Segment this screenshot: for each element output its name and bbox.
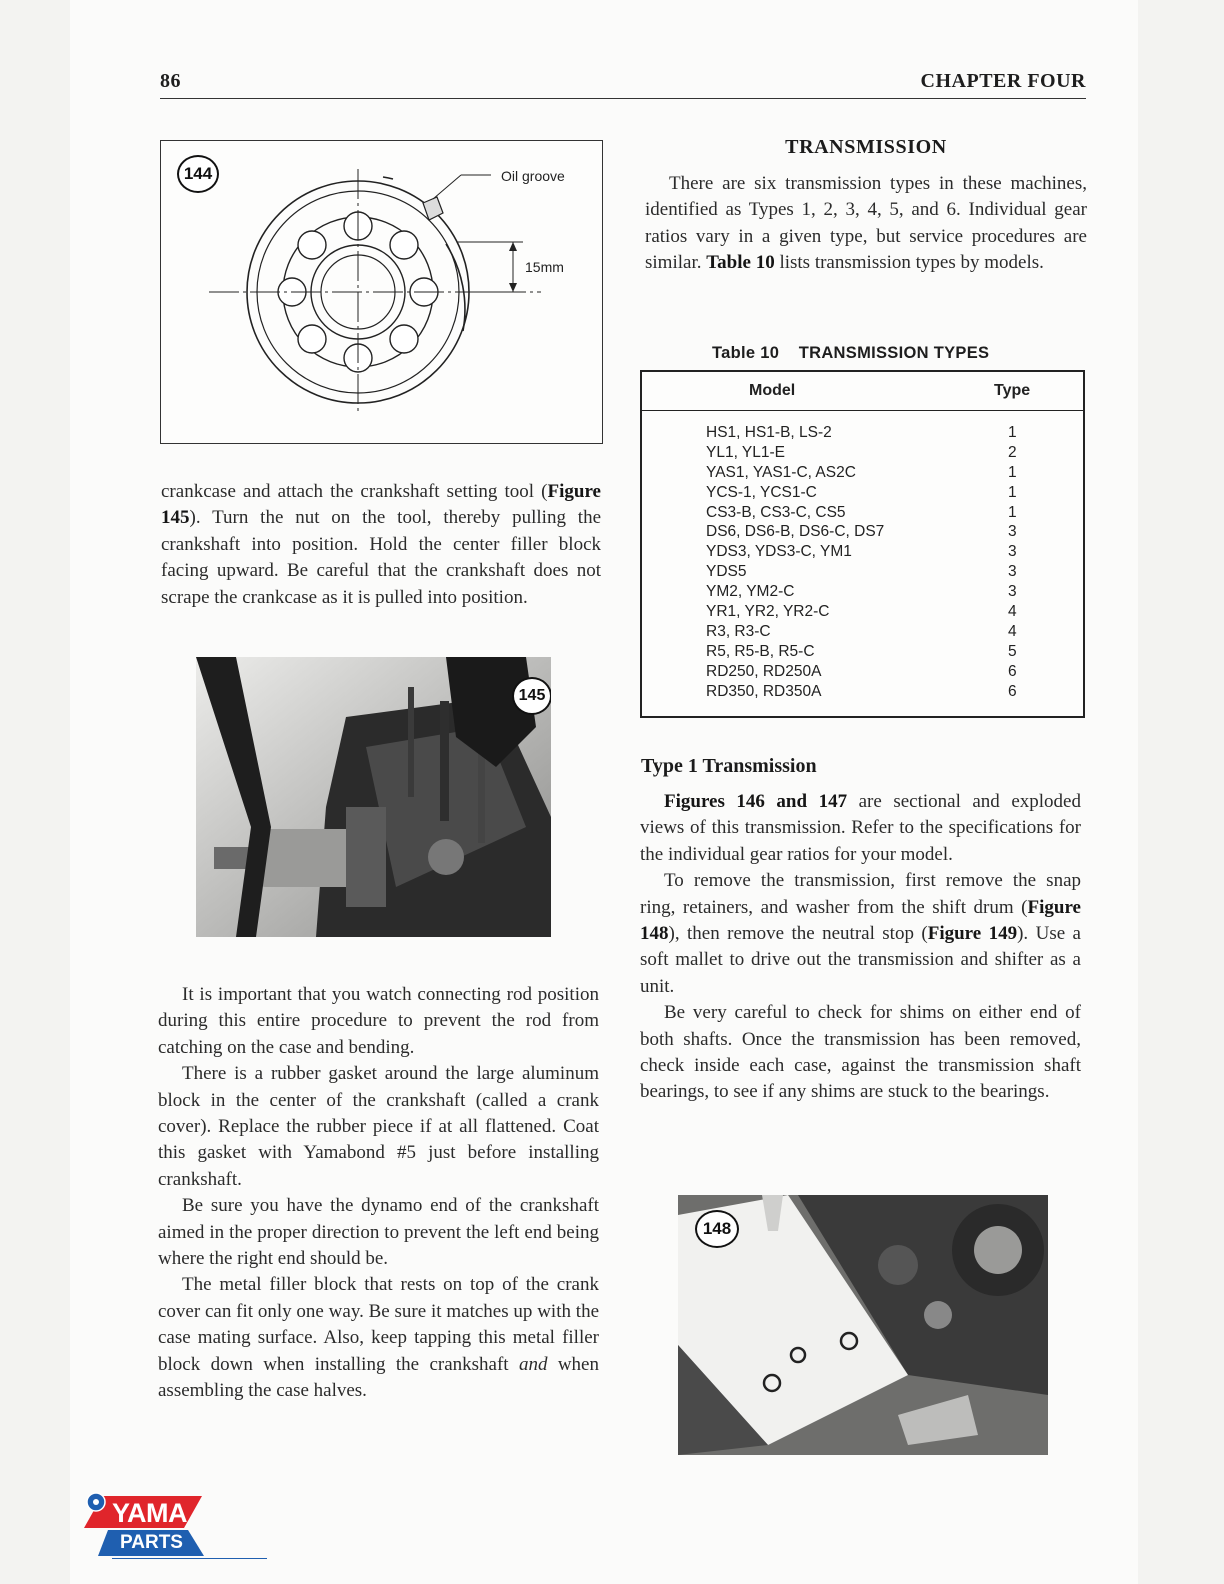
logo-text-bottom: PARTS	[120, 1532, 183, 1553]
col-model-header: Model	[749, 382, 796, 399]
figure-148-photo	[678, 1195, 1048, 1455]
left-paragraph-3: There is a rubber gasket around the large aluminum block in the center of the crankshaft (called a crank cover). Replace the rubber piece if at all flattened. Coat this gasket with Yamabond #5 just before installing crankshaft.	[158, 1063, 599, 1190]
figure-148-ref: Figure 148	[640, 896, 1081, 945]
figure-149-ref: Figure 149	[927, 923, 1018, 945]
table-body	[642, 424, 1083, 702]
table-title: Table 10 TRANSMISSION TYPES	[712, 344, 990, 362]
left-text-block-2	[158, 982, 599, 1405]
right-paragraph-1: Figures 146 and 147 are sectional and exploded views of this transmission. Refer to the specifications for the individual gear ratios for your model.	[640, 791, 1081, 865]
table-row: R3, R3-C 4	[706, 622, 1017, 640]
logo-text-top: YAMA	[112, 1498, 188, 1528]
chapter-title: CHAPTER FOUR	[920, 70, 1086, 92]
dimension-label: 15mm	[525, 259, 564, 275]
table-row: RD250, RD250A 6	[706, 662, 1017, 680]
figure-145-ref: Figure 145	[161, 481, 601, 529]
table-row: HS1, HS1-B, LS-2 1	[706, 424, 1017, 441]
right-text-block	[640, 789, 1081, 1106]
table-row: R5, R5-B, R5-C 5	[706, 642, 1017, 660]
yama-parts-logo	[84, 1490, 274, 1562]
left-paragraph-5: The metal filler block that rests on top of the crank cover can fit only one way. Be sure it matches up with the case mating surface. Also, keep tapping this metal filler block down when installing the crankshaft and when assembling the case halves.	[158, 1274, 599, 1402]
left-paragraph-1: crankcase and attach the crankshaft setting tool (Figure 145). Turn the nut on the tool, thereby pulling the crankshaft into position. Hold the center filler block facing upward. Be careful that the crankshaft does not scrape the crankcase as it is pulled into position.	[161, 481, 601, 608]
table-row: YDS3, YDS3-C, YM1 3	[706, 543, 1017, 561]
oil-groove-label: Oil groove	[501, 168, 565, 184]
section-title: TRANSMISSION	[785, 136, 947, 158]
figure-145-badge: 145	[512, 677, 551, 715]
col-type-header: Type	[994, 382, 1031, 399]
figure-148-badge: 148	[695, 1210, 739, 1248]
table-row: YR1, YR2, YR2-C 4	[706, 603, 1017, 621]
left-paragraph-2: It is important that you watch connecting rod position during this entire procedure to prevent the rod from catching on the case and bending.	[158, 984, 599, 1058]
transmission-types-table	[640, 370, 1085, 718]
figure-144-badge: 144	[177, 155, 219, 193]
table-row: DS6, DS6-B, DS6-C, DS7 3	[706, 523, 1017, 541]
right-paragraph-3: Be very careful to check for shims on either end of both shafts. Once the transmission has been removed, check inside each case, against the transmission shaft bearings, to see if any shims are stuck to the bearings.	[640, 1002, 1081, 1103]
table-row: YM2, YM2-C 3	[706, 583, 1017, 601]
table-row: YL1, YL1-E 2	[706, 443, 1017, 461]
table-10-ref: Table 10	[706, 252, 775, 274]
left-paragraph-4: Be sure you have the dynamo end of the crankshaft aimed in the proper direction to prevent the left end being where the right end should be.	[158, 1195, 599, 1270]
figures-146-147-ref: Figures 146 and 147	[664, 791, 848, 812]
page-number: 86	[160, 70, 181, 92]
table-row: YCS-1, YCS1-C 1	[706, 483, 1017, 501]
figure-144-frame	[160, 140, 603, 444]
table-row: YDS5 3	[706, 563, 1017, 581]
subsection-title: Type 1 Transmission	[641, 755, 817, 777]
bearing-diagram	[161, 141, 602, 443]
right-paragraph-2: To remove the transmission, first remove the snap ring, retainers, and washer from the shift drum (Figure 148), then remove the neutral stop (Figure 149). Use a soft mallet to drive out the transmission and shifter as a unit.	[640, 870, 1081, 997]
table-row: CS3-B, CS3-C, CS5 1	[706, 503, 1017, 521]
logo-underline	[112, 1558, 267, 1559]
figure-145-photo	[196, 657, 551, 937]
table-header	[642, 372, 1083, 411]
table-row: RD350, RD350A 6	[706, 682, 1017, 700]
intro-paragraph: There are six transmission types in these machines, identified as Types 1, 2, 3, 4, 5, and 6. Individual gear ratios vary in a given type, but service procedures are similar. Table 10 lists transmission types by models.	[645, 173, 1087, 274]
table-row: YAS1, YAS1-C, AS2C 1	[706, 463, 1017, 481]
header-rule	[160, 98, 1086, 99]
